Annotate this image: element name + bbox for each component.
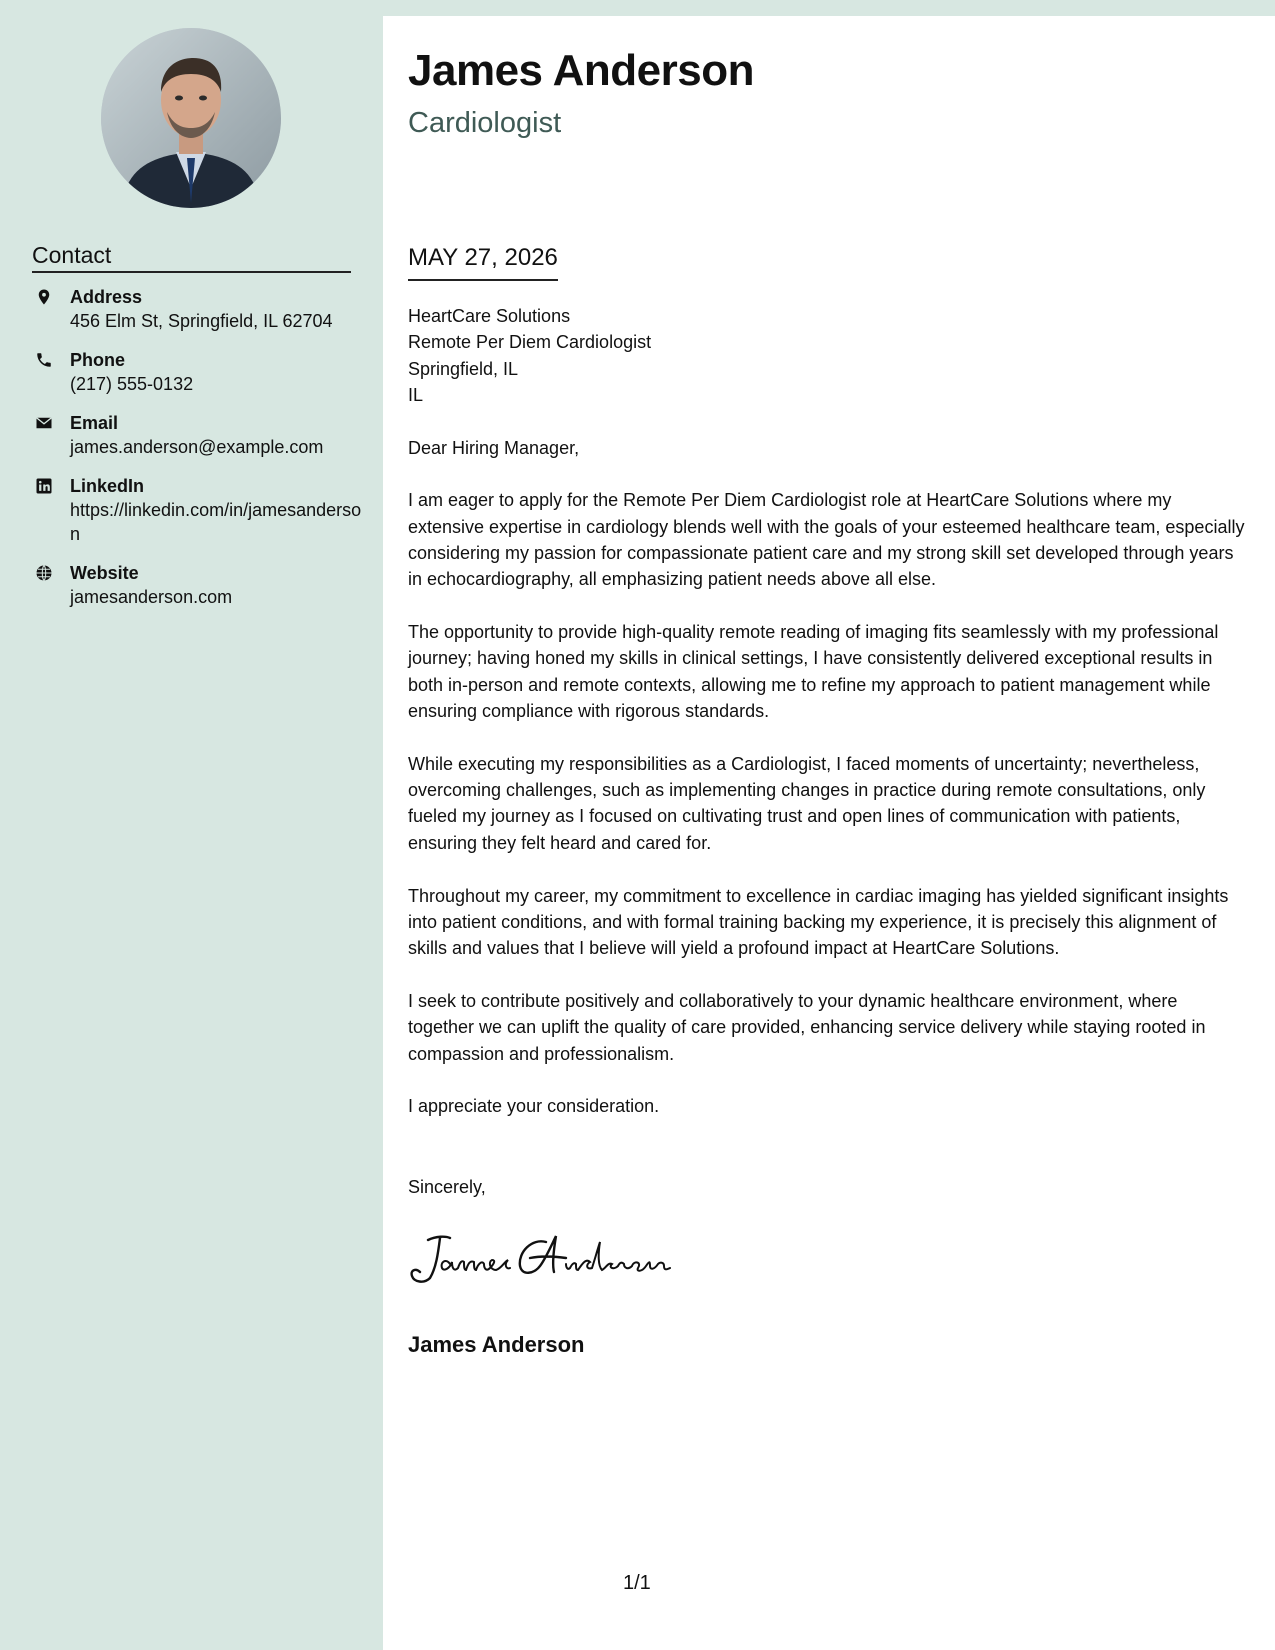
location-pin-icon bbox=[35, 288, 53, 306]
website-label: Website bbox=[70, 563, 139, 583]
recipient-position: Remote Per Diem Cardiologist bbox=[408, 332, 652, 353]
email-label: Email bbox=[70, 413, 119, 433]
closing: Sincerely, bbox=[408, 1177, 486, 1197]
letter-body bbox=[408, 303, 1248, 1146]
phone-label: Phone bbox=[70, 350, 126, 370]
body-paragraph-2: The opportunity to provide high-quality remote reading of imaging fits seamlessly with my professional journey; having honed my skills in clinical settings, I have consistently delivered exceptional results in both in-person and remote contexts, allowing me to refine my approach to patient management while ensuring compliance with rigorous standards. bbox=[408, 622, 1219, 722]
contact-phone bbox=[32, 348, 362, 396]
linkedin-icon bbox=[35, 477, 53, 495]
contact-linkedin bbox=[32, 474, 362, 546]
page-number: 1/1 bbox=[623, 1572, 651, 1594]
recipient-state: IL bbox=[408, 384, 424, 405]
contact-website bbox=[32, 561, 362, 609]
recipient-company: HeartCare Solutions bbox=[408, 306, 571, 326]
phone-value[interactable]: (217) 555-0132 bbox=[70, 374, 194, 394]
sidebar bbox=[0, 0, 383, 1650]
recipient-block bbox=[408, 303, 1248, 408]
email-value[interactable]: james.anderson@example.com bbox=[70, 437, 324, 457]
address-label: Address bbox=[70, 287, 143, 307]
letter-date: MAY 27, 2026 bbox=[408, 244, 558, 281]
profile-photo bbox=[101, 28, 281, 208]
contact-list bbox=[32, 285, 362, 624]
body-paragraph-5: I seek to contribute positively and collaboratively to your dynamic healthcare environment, where together we can uplift the quality of care provided, enhancing service delivery while staying rooted in compassion and professionalism. bbox=[408, 990, 1206, 1064]
body-paragraph-4: Throughout my career, my commitment to excellence in cardiac imaging has yielded significant insights into patient conditions, and with formal training backing my experience, it is precisely this alignment of skills and values that I believe will yield a profound impact at HeartCare Solutions. bbox=[408, 885, 1229, 959]
contact-email bbox=[32, 411, 362, 459]
globe-icon bbox=[35, 564, 53, 582]
linkedin-label: LinkedIn bbox=[70, 476, 145, 496]
contact-address bbox=[32, 285, 362, 333]
salutation: Dear Hiring Manager, bbox=[408, 437, 580, 458]
linkedin-value[interactable]: https://linkedin.com/in/jamesanderson bbox=[70, 500, 362, 544]
handwritten-signature bbox=[406, 1228, 686, 1288]
address-value: 456 Elm St, Springfield, IL 62704 bbox=[70, 311, 333, 331]
phone-icon bbox=[35, 351, 53, 369]
applicant-title: Cardiologist bbox=[408, 107, 562, 139]
contact-divider bbox=[32, 271, 351, 273]
envelope-icon bbox=[35, 414, 53, 432]
applicant-name: James Anderson bbox=[408, 46, 754, 95]
recipient-city: Springfield, IL bbox=[408, 358, 519, 379]
letter-page bbox=[383, 16, 1275, 1650]
website-value[interactable]: jamesanderson.com bbox=[70, 587, 233, 607]
body-paragraph-3: While executing my responsibilities as a Cardiologist, I faced moments of uncertainty; nevertheless, overcoming challenges, such as implementing changes in practice during remote consultations, only fueled my journey as I focused on cultivating trust and open lines of communication with patients, ensuring they felt heard and cared for. bbox=[408, 753, 1206, 853]
contact-heading: Contact bbox=[32, 242, 112, 268]
body-paragraph-1: I am eager to apply for the Remote Per Diem Cardiologist role at HeartCare Solutions where my extensive expertise in cardiology blends well with the goals of your esteemed healthcare team, especially considering my passion for compassionate patient care and my strong skill set developed through years in echocardiography, all emphasizing patient needs above all else. bbox=[408, 490, 1245, 590]
body-paragraph-6: I appreciate your consideration. bbox=[408, 1096, 660, 1117]
signed-name: James Anderson bbox=[408, 1332, 585, 1357]
